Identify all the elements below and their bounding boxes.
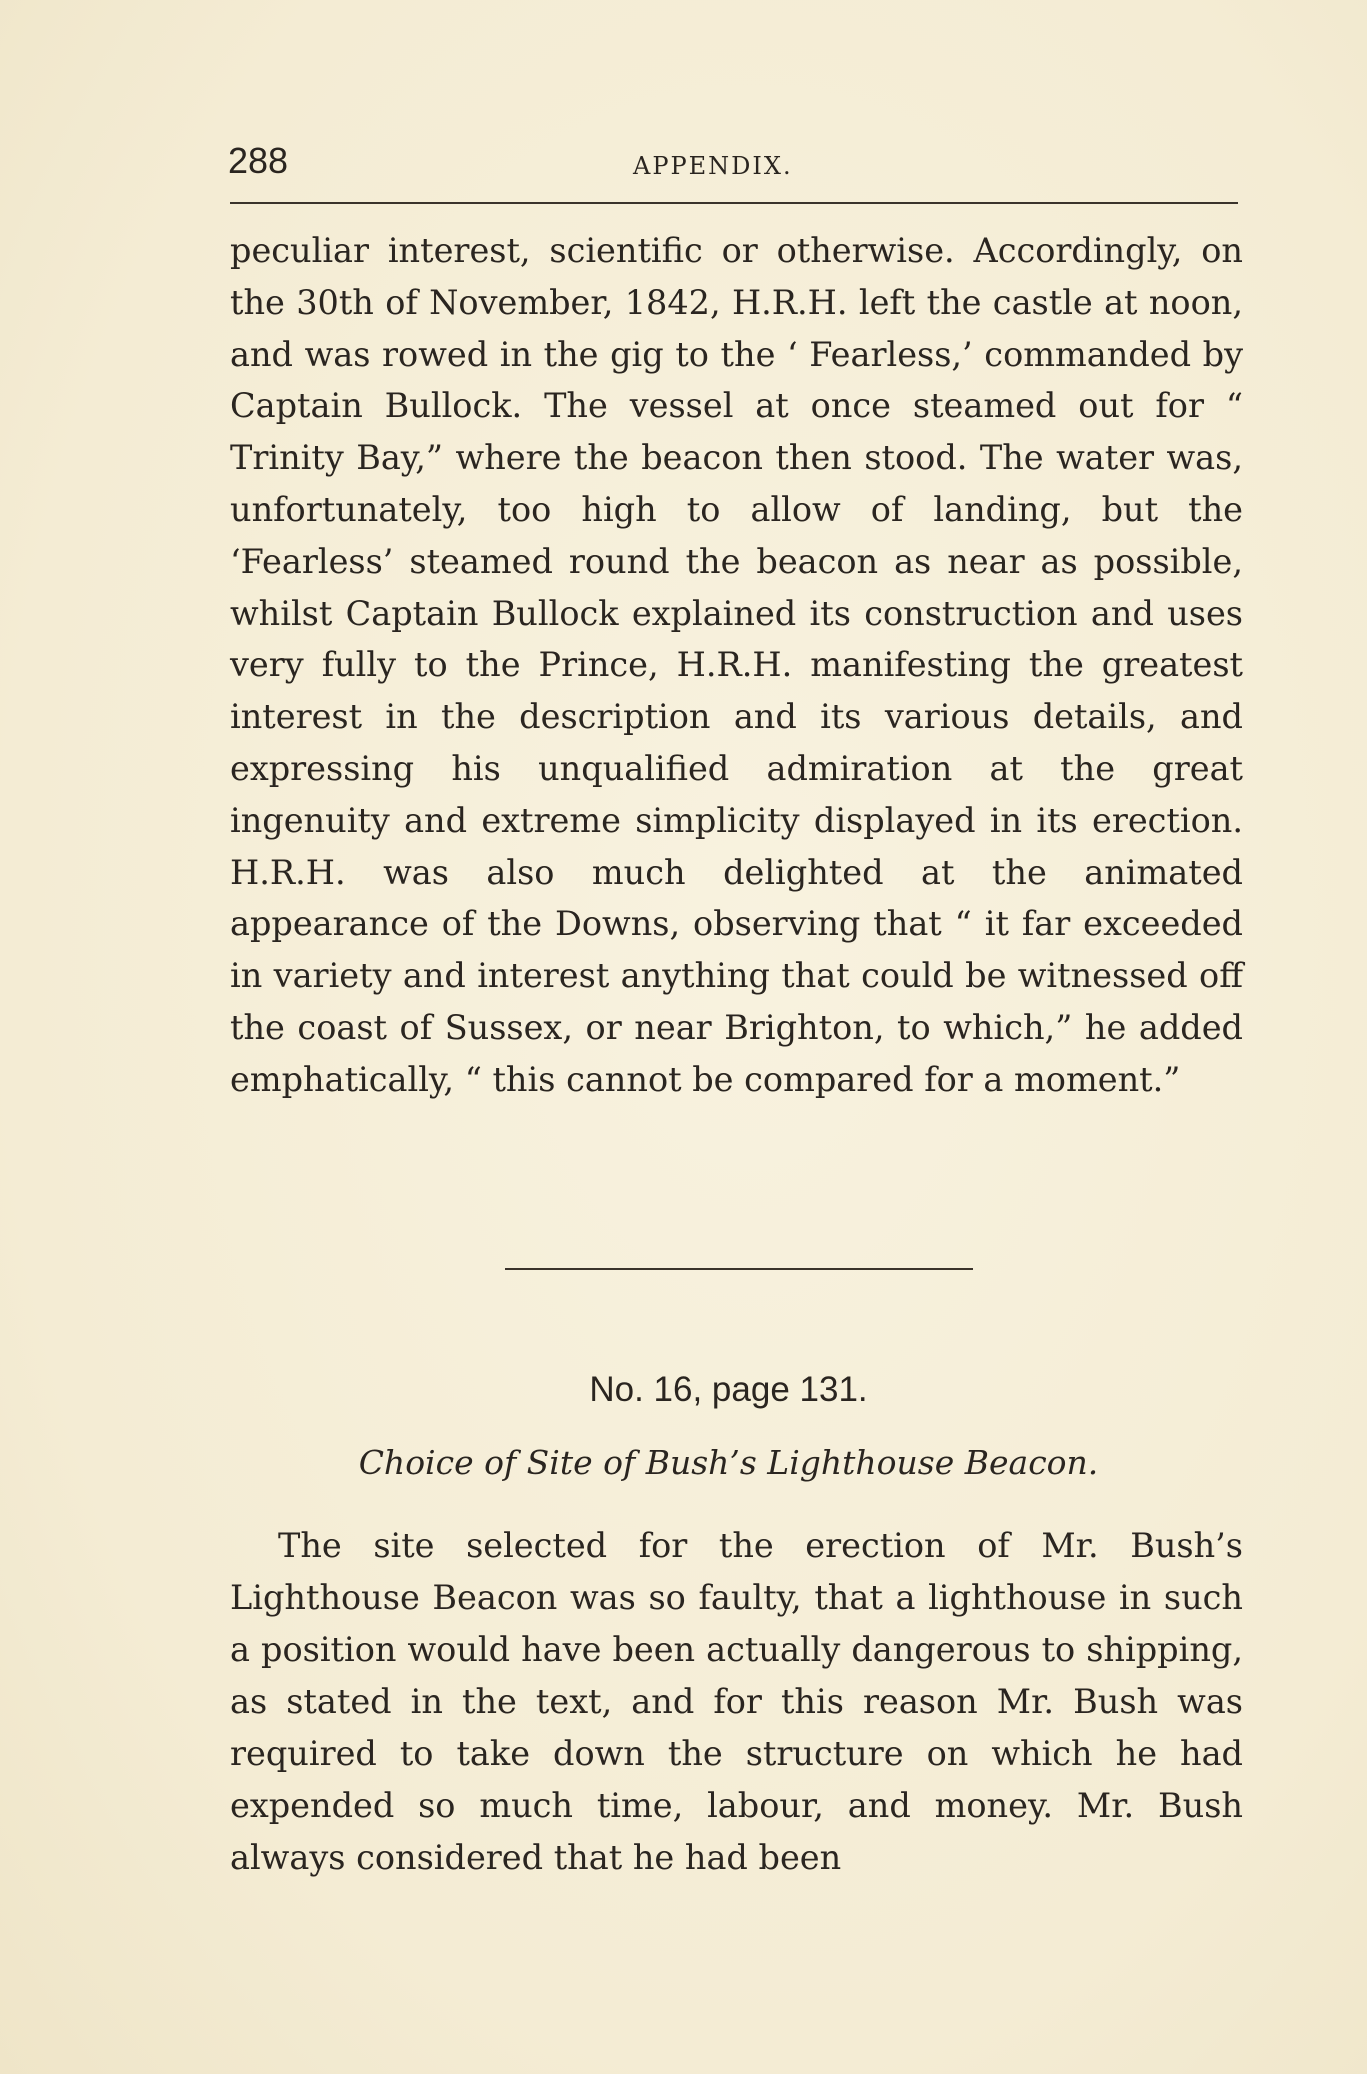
running-head: APPENDIX. xyxy=(633,152,793,180)
page-header xyxy=(228,134,1238,184)
continuation-paragraph: peculiar interest, scientific or otherwise. Accordingly, on the 30th of November, 1842, H.R.H. left the castle at noon, and was rowed in the gig to the ‘ Fearless,’ commanded by Captain Bullock. The vessel at once steamed out for “ Trinity Bay,” where the beacon then stood. The water was, unfortunately, too high to allow of landing, but the ‘Fearless’ steamed round the beacon as near as possible, whilst Captain Bullock explained its construction and uses very fully to the Prince, H.R.H. manifesting the greatest interest in the description and its various details, and expressing his unqualified admiration at the great ingenuity and extreme simplicity displayed in its erection. H.R.H. was also much delighted at the animated appearance of the Downs, observing that “ it far exceeded in variety and interest anything that could be witnessed off the coast of Sussex, or near Brighton, to which,” he added emphatically, “ this cannot be compared for a moment.” xyxy=(230,231,1243,1099)
section-heading: No. 16, page 131. xyxy=(589,1370,868,1409)
page-number: 288 xyxy=(228,140,289,181)
section-divider xyxy=(505,1268,973,1270)
section-paragraph: The site selected for the erection of Mr. Bush’s Lighthouse Beacon was so faulty, that a lighthouse in such a position would have been actually dangerous to shipping, as stated in the text, and for this reason Mr. Bush was required to take down the structure on which he had expended so much time, labour, and money. Mr. Bush always considered that he had been xyxy=(230,1526,1243,1877)
header-rule xyxy=(230,202,1238,204)
section-subtitle: Choice of Site of Bush’s Lighthouse Beacon. xyxy=(358,1443,1099,1482)
